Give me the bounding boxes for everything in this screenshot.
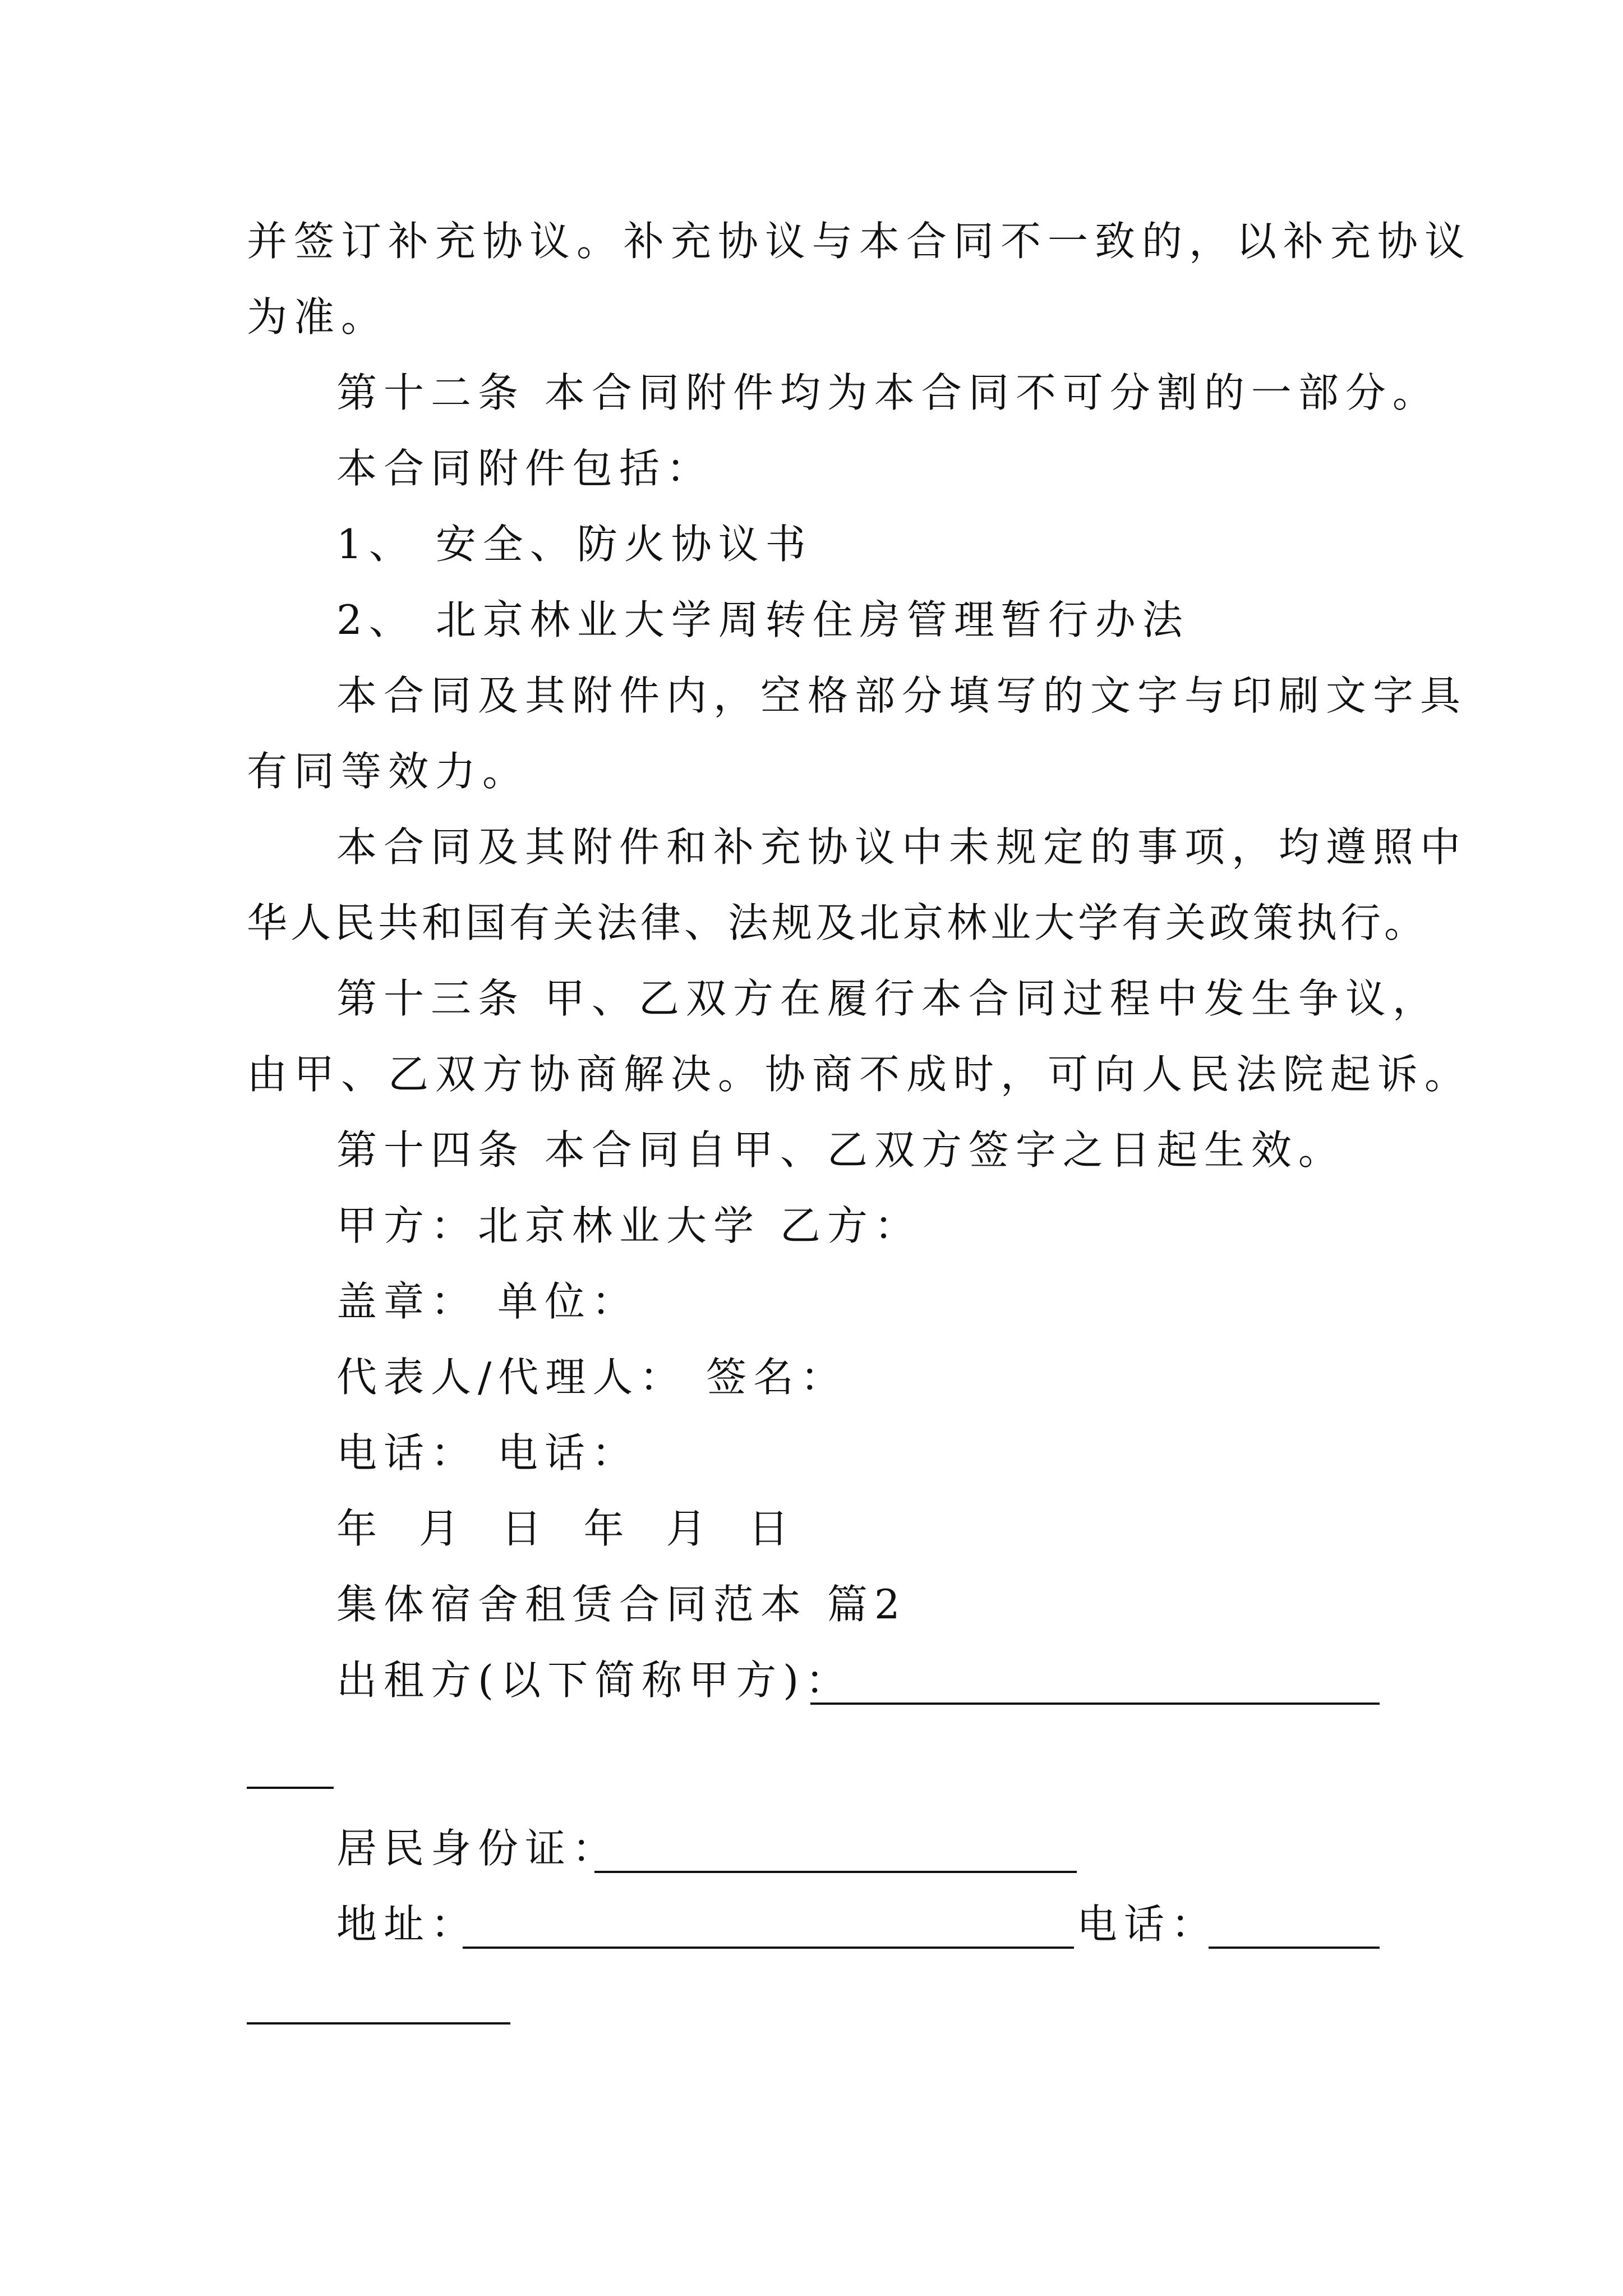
- text-line-7: 本合同及其附件内，空格部分填写的文字与印刷文字具: [336, 672, 1468, 719]
- id-card-blank: [594, 1871, 1077, 1873]
- address-label: 地址：: [336, 1901, 478, 1948]
- seal-line: 盖章： 单位：: [336, 1278, 639, 1325]
- article-13: 第十三条 甲、乙双方在履行本合同过程中发生争议，: [336, 975, 1440, 1022]
- address-blank: [463, 1947, 1074, 1949]
- phone-blank: [1209, 1947, 1380, 1949]
- attachments-heading: 本合同附件包括：: [336, 445, 714, 492]
- text-line-8: 有同等效力。: [247, 748, 530, 795]
- date-line: 年 月 日 年 月 日: [336, 1505, 804, 1552]
- phone-line: 电话： 电话：: [336, 1429, 639, 1476]
- representative-line: 代表人/代理人： 签名：: [336, 1354, 848, 1401]
- text-line-9: 本合同及其附件和补充协议中未规定的事项，均遵照中: [336, 823, 1468, 871]
- section-title: 集体宿舍租赁合同范本 篇2: [336, 1581, 907, 1628]
- lessor-blank: [810, 1703, 1380, 1705]
- lessor-label: 出租方(以下简称甲方)：: [336, 1657, 853, 1704]
- attachment-item-2: 2、 北京林业大学周转住房管理暂行办法: [336, 596, 1189, 643]
- phone-blank-continued: [247, 2022, 510, 2024]
- party-line: 甲方：北京林业大学 乙方：: [336, 1202, 921, 1249]
- article-12: 第十二条 本合同附件均为本合同不可分割的一部分。: [336, 369, 1440, 416]
- text-line-12: 由甲、乙双方协商解决。协商不成时，可向人民法院起诉。: [247, 1051, 1472, 1098]
- phone-label: 电话：: [1077, 1901, 1219, 1948]
- article-14: 第十四条 本合同自甲、乙双方签字之日起生效。: [336, 1126, 1345, 1174]
- text-line-2: 为准。: [247, 293, 389, 341]
- lessor-blank-continued: [247, 1787, 334, 1789]
- attachment-item-1: 1、 安全、防火协议书: [336, 521, 813, 568]
- id-card-label: 居民身份证：: [336, 1825, 620, 1872]
- text-line-1: 并签订补充协议。补充协议与本合同不一致的，以补充协议: [247, 218, 1472, 265]
- text-line-10: 华人民共和国有关法律、法规及北京林业大学有关政策执行。: [247, 899, 1428, 946]
